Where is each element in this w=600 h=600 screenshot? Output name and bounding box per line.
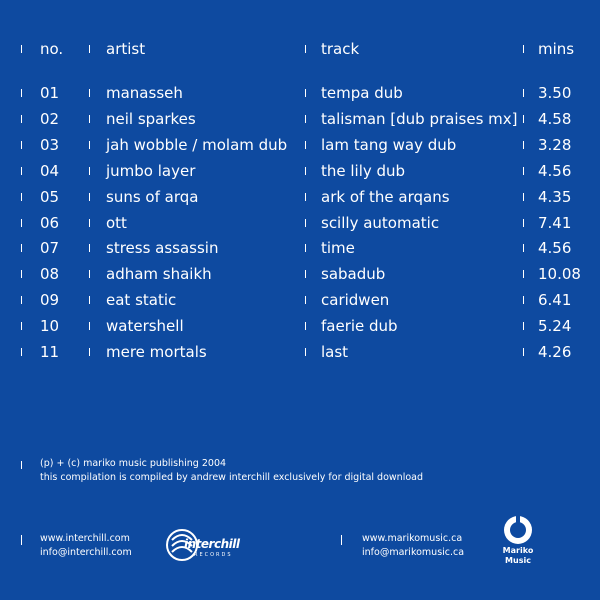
track-length: 7.41 xyxy=(538,214,572,232)
mariko-logo-line1: Mariko xyxy=(502,546,534,555)
track-artist: mere mortals xyxy=(106,343,207,361)
mariko-logo-line2: Music xyxy=(505,556,531,565)
separator xyxy=(89,296,90,304)
separator xyxy=(21,270,22,278)
track-title: tempa dub xyxy=(321,84,403,102)
track-title: time xyxy=(321,239,355,257)
separator xyxy=(523,141,524,149)
track-title: scilly automatic xyxy=(321,214,440,232)
interchill-logo-sub: RECORDS xyxy=(194,552,233,558)
separator xyxy=(21,461,22,469)
separator xyxy=(341,535,342,545)
separator xyxy=(523,89,524,97)
separator xyxy=(89,244,90,252)
separator xyxy=(305,141,306,149)
separator xyxy=(523,296,524,304)
compilation-note: this compilation is compiled by andrew interchill exclusively for digital download xyxy=(40,472,423,483)
track-length: 4.58 xyxy=(538,110,572,128)
track-title: faerie dub xyxy=(321,317,398,335)
track-title: ark of the arqans xyxy=(321,188,450,206)
separator xyxy=(89,141,90,149)
track-number: 04 xyxy=(40,162,60,180)
separator xyxy=(523,322,524,330)
interchill-email-link[interactable]: info@interchill.com xyxy=(40,547,132,558)
separator xyxy=(305,244,306,252)
header-no: no. xyxy=(40,40,64,58)
track-length: 3.28 xyxy=(538,136,572,154)
track-artist: adham shaikh xyxy=(106,265,212,283)
interchill-logo-text: interchill xyxy=(184,537,240,551)
track-length: 4.26 xyxy=(538,343,572,361)
track-artist: watershell xyxy=(106,317,184,335)
interchill-website-link[interactable]: www.interchill.com xyxy=(40,533,130,544)
separator xyxy=(21,89,22,97)
track-artist: manasseh xyxy=(106,84,183,102)
separator xyxy=(305,45,306,53)
mariko-email-link[interactable]: info@marikomusic.ca xyxy=(362,547,465,558)
track-number: 03 xyxy=(40,136,60,154)
header-mins: mins xyxy=(538,40,575,58)
separator xyxy=(523,167,524,175)
track-number: 01 xyxy=(40,84,60,102)
track-artist: stress assassin xyxy=(106,239,219,257)
track-artist: neil sparkes xyxy=(106,110,196,128)
track-length: 5.24 xyxy=(538,317,572,335)
track-title: last xyxy=(321,343,349,361)
separator xyxy=(523,219,524,227)
track-length: 4.56 xyxy=(538,239,572,257)
separator xyxy=(89,167,90,175)
track-number: 05 xyxy=(40,188,60,206)
mariko-circle-icon xyxy=(495,512,541,546)
separator xyxy=(305,115,306,123)
track-length: 4.35 xyxy=(538,188,572,206)
track-length: 6.41 xyxy=(538,291,572,309)
separator xyxy=(305,270,306,278)
track-title: the lily dub xyxy=(321,162,406,180)
track-number: 10 xyxy=(40,317,60,335)
track-artist: ott xyxy=(106,214,127,232)
separator xyxy=(89,45,90,53)
track-title: talisman [dub praises mx] xyxy=(321,110,518,128)
copyright-line: (p) + (c) mariko music publishing 2004 xyxy=(40,458,227,469)
track-number: 06 xyxy=(40,214,60,232)
track-length: 3.50 xyxy=(538,84,572,102)
separator xyxy=(89,115,90,123)
track-number: 11 xyxy=(40,343,60,361)
separator xyxy=(523,193,524,201)
track-artist: jah wobble / molam dub xyxy=(106,136,288,154)
mariko-music-logo xyxy=(495,512,541,574)
track-artist: jumbo layer xyxy=(106,162,196,180)
separator xyxy=(89,193,90,201)
separator xyxy=(305,167,306,175)
separator xyxy=(89,322,90,330)
separator xyxy=(21,115,22,123)
separator xyxy=(305,296,306,304)
separator xyxy=(89,89,90,97)
track-title: lam tang way dub xyxy=(321,136,457,154)
separator xyxy=(305,322,306,330)
separator xyxy=(523,270,524,278)
track-title: sabadub xyxy=(321,265,386,283)
track-number: 08 xyxy=(40,265,60,283)
track-number: 02 xyxy=(40,110,60,128)
separator xyxy=(21,535,22,545)
mariko-website-link[interactable]: www.marikomusic.ca xyxy=(362,533,463,544)
separator xyxy=(21,167,22,175)
separator xyxy=(21,348,22,356)
separator xyxy=(89,348,90,356)
separator xyxy=(21,244,22,252)
header-track: track xyxy=(321,40,360,58)
separator xyxy=(89,219,90,227)
track-length: 4.56 xyxy=(538,162,572,180)
track-number: 09 xyxy=(40,291,60,309)
track-title: caridwen xyxy=(321,291,390,309)
separator xyxy=(305,89,306,97)
separator xyxy=(523,348,524,356)
separator xyxy=(21,219,22,227)
track-length: 10.08 xyxy=(538,265,581,283)
separator xyxy=(305,348,306,356)
header-artist: artist xyxy=(106,40,146,58)
interchill-logo xyxy=(164,520,254,570)
separator xyxy=(523,115,524,123)
track-artist: eat static xyxy=(106,291,177,309)
separator xyxy=(523,244,524,252)
separator xyxy=(21,296,22,304)
separator xyxy=(21,193,22,201)
separator xyxy=(21,322,22,330)
separator xyxy=(305,219,306,227)
separator xyxy=(305,193,306,201)
separator xyxy=(21,45,22,53)
separator xyxy=(523,45,524,53)
separator xyxy=(21,141,22,149)
separator xyxy=(89,270,90,278)
track-number: 07 xyxy=(40,239,60,257)
track-artist: suns of arqa xyxy=(106,188,199,206)
